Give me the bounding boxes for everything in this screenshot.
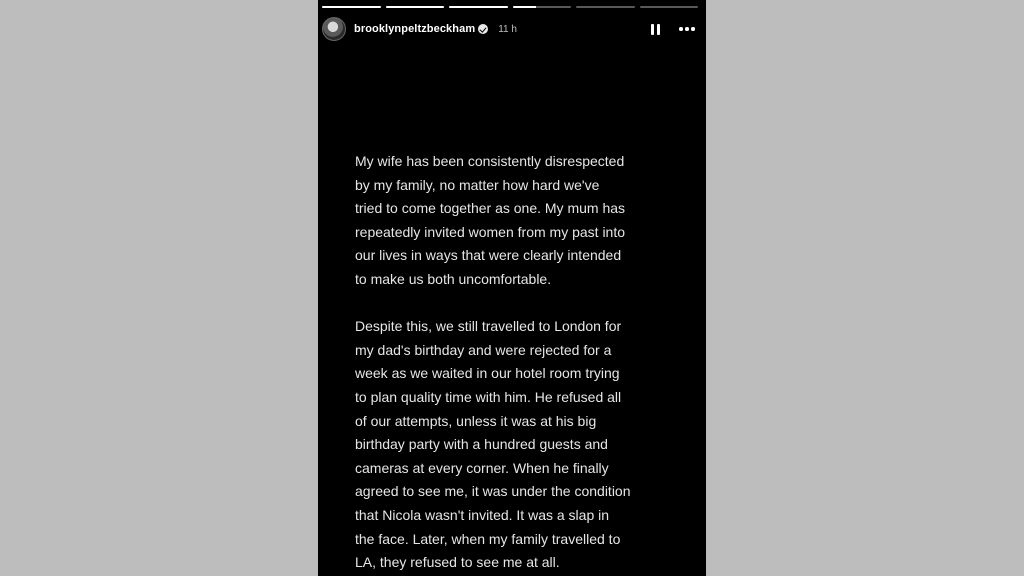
pause-icon[interactable] [646,20,664,38]
verified-badge-icon [478,24,488,34]
progress-segment-4 [513,6,572,8]
text-line: repeatedly invited women from my past into [355,223,626,240]
text-line: cameras at every corner. When he finally [355,459,609,476]
story-header [322,16,698,42]
text-line: agreed to see me, it was under the condition [355,483,631,500]
text-line: to plan quality time with him. He refused all [355,388,622,405]
text-line: tried to come together as one. My mum has [355,200,626,217]
text-line: to make us both uncomfortable. [355,270,552,287]
post-timestamp: 11 h [498,23,517,35]
text-line: that Nicola wasn't invited. It was a slap in [355,506,610,523]
text-line: our lives in ways that were clearly intended [355,247,622,264]
more-options-icon[interactable] [676,20,698,38]
story-viewer[interactable] [318,0,706,576]
text-line: My wife has been consistently disrespected [355,153,625,169]
story-text [355,150,675,575]
progress-segment-5 [576,6,635,8]
text-line: Despite this, we still travelled to London for [355,318,622,335]
text-line: LA, they refused to see me at all. [355,554,560,571]
text-line: week as we waited in our hotel room trying [355,365,620,382]
text-line: the face. Later, when my family travelled to [355,530,621,547]
text-line: of our attempts, unless it was at his big [355,412,597,429]
username[interactable]: brooklynpeltzbeckham [354,23,476,35]
progress-segment-6 [640,6,699,8]
progress-segment-3 [449,6,508,8]
profile-avatar[interactable] [322,17,346,41]
story-progress-bar [322,6,698,8]
text-line: by my family, no matter how hard we've [355,176,600,193]
text-line: birthday party with a hundred guests and [355,436,608,453]
paragraph-1 [355,150,675,292]
text-line: my dad's birthday and were rejected for a [355,341,612,358]
progress-segment-1 [322,6,381,8]
paragraph-2 [355,315,675,575]
progress-segment-2 [386,6,445,8]
